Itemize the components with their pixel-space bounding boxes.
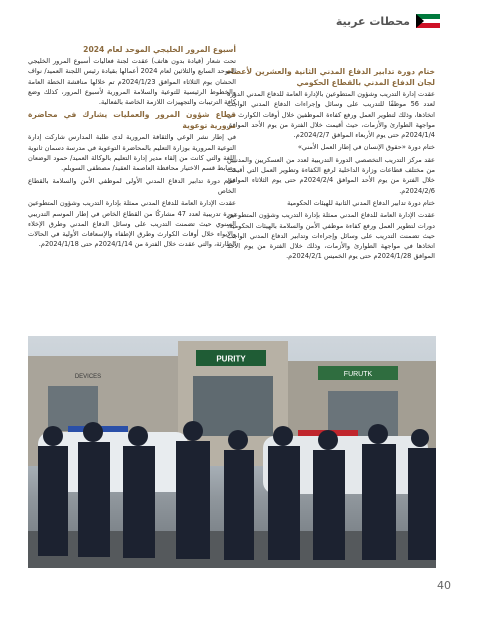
- group-photo: [28, 336, 436, 568]
- store-sign-text: DEVICES: [74, 374, 102, 380]
- window: [193, 376, 273, 436]
- kuwait-flag-icon: [416, 14, 440, 28]
- left-subheading: ختام دورة تدابير الدفاع المدني الأولى لموظفي الأمن والسلامة بالقطاع الخاص: [28, 176, 236, 195]
- store-sign-text: PURITY: [216, 354, 246, 364]
- right-paragraph: عقد مركز التدريب التخصصي الدورة التدريبية لعدد من العسكريين والمدنيين من مختلف قطاعات وزارة الداخلية لرفع الكفاءة وتطوير العمل التي أقيمت خلال الفترة من يوم الأحد الموافق 2024/2/4م حتى يوم الثلاثاء الموافق 2024/2/6م.: [227, 155, 435, 195]
- window: [328, 391, 398, 436]
- page-header: [336, 14, 440, 28]
- right-column: [227, 66, 435, 264]
- section-title: محطات عربية: [335, 14, 410, 28]
- left-paragraph: في إطار نشر الوعي والثقافة المرورية لدى طلبة المدارس شاركت إدارة التوعية المرورية بوزارة التعليم بالمحاضرة التوعوية في مدرسة دسمان ثانوية اللغة والتي كانت من إلقاء مدير إدارة التعليم بالوكالة العميد/ حمود الوضعان وضابط قسم الاختيار محافظة العاصمة العقيد/ مصطفى السويلم.: [28, 133, 236, 173]
- store-sign-text: FURUTK: [343, 371, 373, 378]
- photo-illustration: [28, 336, 436, 568]
- right-subheading: ختام دورة تدابير الدفاع المدني الثانية للهيئات الحكومية: [287, 198, 435, 207]
- page-number: 40: [437, 579, 451, 592]
- left-heading-2: قطاع شؤون المرور والعمليات يشارك في محاضرة مرورية توعوية: [28, 110, 236, 131]
- left-heading-1: أسبوع المرور الخليجي الموحد لعام 2024: [83, 45, 236, 54]
- right-paragraph: عقدت إدارة التدريب وشؤون المتطوعين بالإدارة العامة للدفاع المدني الدورة لعدد 56 موظفًا للتدريب على وسائل وإجراءات الدفاع المدني الواجب اتخاذها، وذلك لتطوير العمل ورفع كفاءة الموظفين خلال أوقات الكوارث في مواجهة الطوارئ والأزمات، حيث أقيمت خلال الفترة من يوم الأحد الموافق 2024/1/4م حتى يوم الأربعاء الموافق 2024/2/7م.: [227, 90, 435, 140]
- left-paragraph: عقدت الإدارة العامة للدفاع المدني ممثلة بإدارة التدريب وشؤون المتطوعين دورة تدريبية لعدد 47 مشاركًا من القطاع الخاص في إطار الموسم التدريبي السنوي حيث تضمنت التدريب على وسائل الدفاع المدني وطرق الإخلاء والإيواء خلال أوقات الكوارث وطرق الإطفاء والإسعافات الأولية في الحالات الطارئة، والتي عقدت خلال الفترة من 2024/1/14م حتى 2024/1/18م.: [28, 199, 237, 249]
- left-paragraph: تحت شعار (قيادة بدون هاتف) عقدت لجنة فعاليات أسبوع المرور الخليجي الموحد السابع والثلاثين لعام 2024 أعمالها بقيادة رئيس اللجنة العميد/ نواف الحشان يوم الثلاثاء الموافق 2024/1/23م تم خلالها مناقشة الخطة العامة والخطوط الرئيسية للتوعية والسلامة المرورية لأسبوع المرور، كذلك وضع كافة الترتيبات والتجهيزات اللازمة الخاصة بالفعالية.: [28, 57, 237, 107]
- left-column: [28, 44, 236, 252]
- right-subheading: ختام دورة «حقوق الإنسان في إطار العمل الأمني»: [297, 143, 435, 152]
- right-paragraph: عقدت الإدارة العامة للدفاع المدني ممثلة بإدارة التدريب وشؤون المتطوعين دورات لتطوير العمل ورفع كفاءة موظفي الأمن والسلامة بالهيئات الحكومية، حيث تضمنت التدريب على وسائل وإجراءات وتدابير الدفاع المدني الواجب اتخاذها في مواجهة الطوارئ والأزمات، وذلك خلال الفترة من يوم الأحد الموافق 2024/1/28م حتى يوم الخميس 2024/2/1م.: [227, 211, 435, 261]
- right-heading: ختام دورة تدابير الدفاع المدني الثانية والعشرين لأعضاء لجان الدفاع المدني بالقطاع الحكومي: [227, 67, 435, 87]
